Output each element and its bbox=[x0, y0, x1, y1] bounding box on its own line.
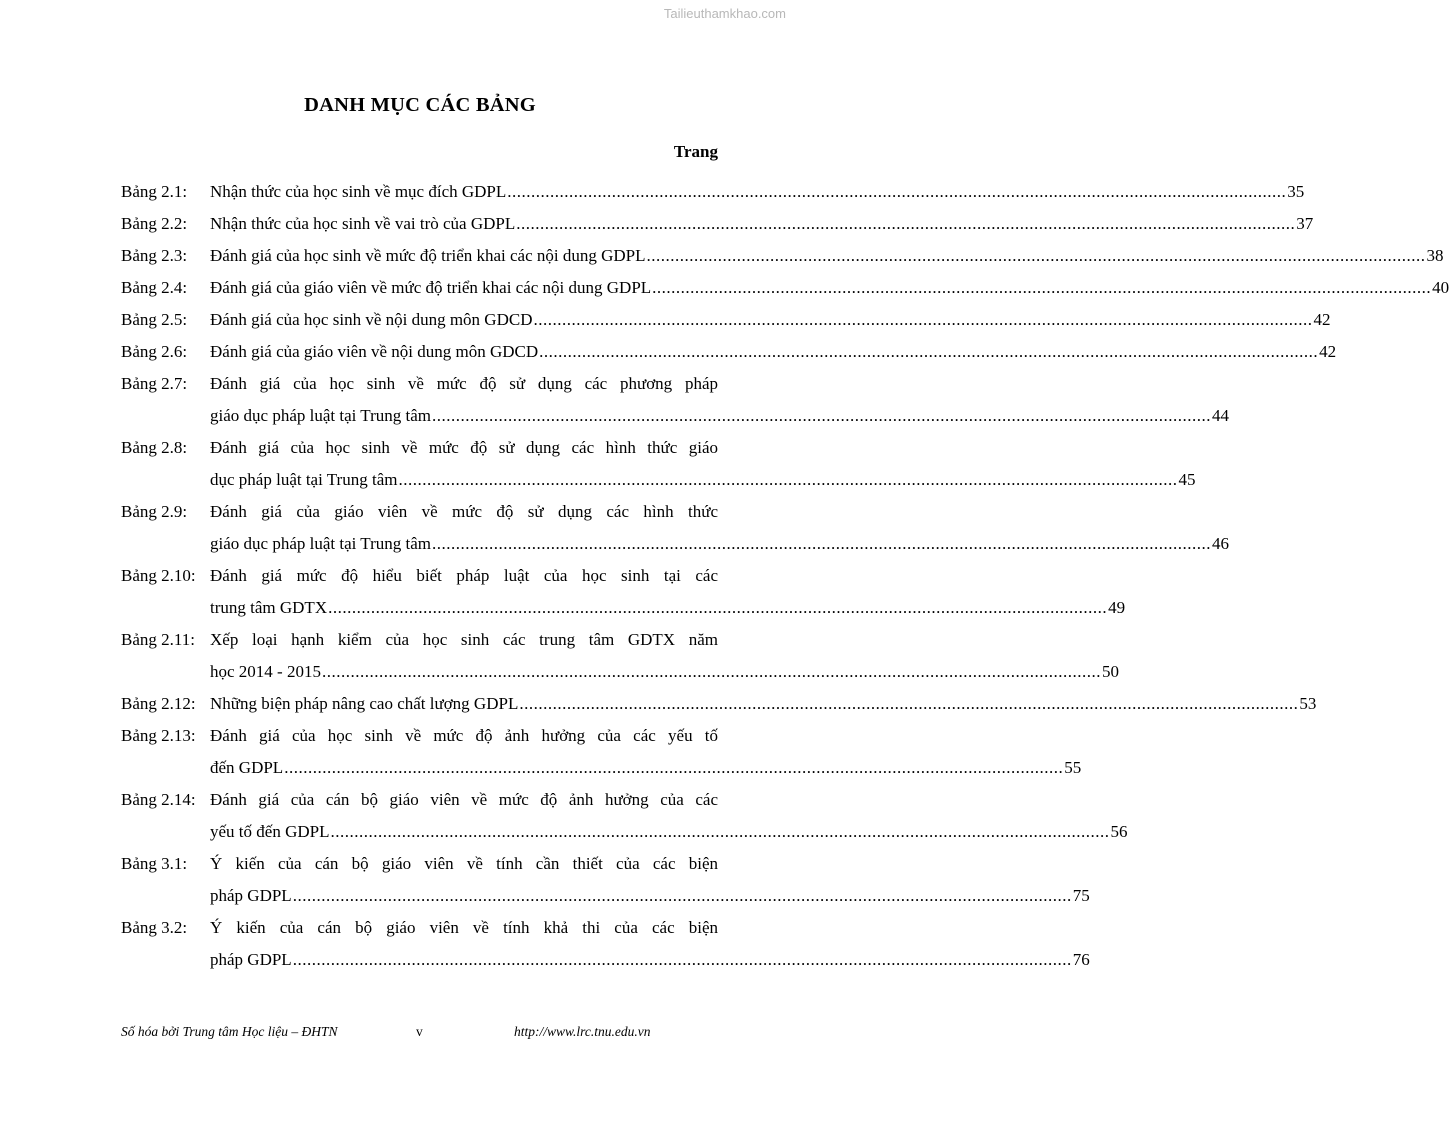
dot-leader: .................................................................................................................................................................... bbox=[431, 534, 1211, 553]
toc-entry-line bbox=[121, 816, 1128, 848]
toc-entry[interactable] bbox=[121, 368, 1229, 432]
page-number: 56 bbox=[1110, 822, 1128, 841]
toc-entry[interactable] bbox=[121, 624, 1119, 688]
table-label: Bảng 2.10: bbox=[121, 566, 196, 585]
toc-entry[interactable] bbox=[121, 848, 1090, 912]
dot-leader: .................................................................................................................................................................... bbox=[398, 470, 1178, 489]
table-label: Bảng 2.13: bbox=[121, 726, 196, 745]
table-label: Bảng 2.5: bbox=[121, 310, 188, 329]
toc-entry-line bbox=[121, 528, 1229, 560]
table-caption: Đánh giá của cán bộ giáo viên về mức độ ảnh hưởng của các bbox=[210, 790, 718, 809]
table-caption: Đánh giá của học sinh về mức độ sử dụng các hình thức giáo bbox=[210, 438, 718, 457]
dot-leader: .................................................................................................................................................................... bbox=[328, 598, 1108, 617]
dot-leader: .................................................................................................................................................................... bbox=[321, 662, 1101, 681]
table-label: Bảng 2.4: bbox=[121, 278, 188, 297]
page-number: 40 bbox=[1432, 278, 1449, 297]
table-caption: pháp GDPL bbox=[210, 886, 292, 905]
dot-leader: .................................................................................................................................................................... bbox=[646, 246, 1426, 265]
table-caption: giáo dục pháp luật tại Trung tâm bbox=[210, 534, 431, 553]
toc-entry-line bbox=[121, 464, 1196, 496]
table-label: Bảng 2.6: bbox=[121, 342, 188, 361]
page-title: DANH MỤC CÁC BẢNG bbox=[304, 94, 536, 116]
dot-leader: .................................................................................................................................................................... bbox=[507, 182, 1287, 201]
toc-entry-line bbox=[121, 624, 718, 656]
page-number: 42 bbox=[1319, 342, 1337, 361]
toc-entry[interactable] bbox=[121, 688, 1317, 720]
toc-entry-line bbox=[121, 432, 718, 464]
toc-entry[interactable] bbox=[121, 208, 1314, 240]
page-number: 38 bbox=[1426, 246, 1444, 265]
table-caption: pháp GDPL bbox=[210, 950, 292, 969]
page-number: 44 bbox=[1211, 406, 1229, 425]
page-number: 50 bbox=[1101, 662, 1119, 681]
toc-entry-line bbox=[121, 880, 1090, 912]
dot-leader: .................................................................................................................................................................... bbox=[519, 694, 1299, 713]
toc-entry-line bbox=[121, 784, 718, 816]
table-caption: Những biện pháp nâng cao chất lượng GDPL bbox=[210, 694, 519, 713]
table-label: Bảng 3.2: bbox=[121, 918, 188, 937]
toc-entry-line bbox=[121, 752, 1082, 784]
table-label: Bảng 2.11: bbox=[121, 630, 195, 649]
table-caption: Đánh giá của học sinh về nội dung môn GDCD bbox=[210, 310, 533, 329]
page-number: 46 bbox=[1211, 534, 1229, 553]
page-number: 55 bbox=[1064, 758, 1082, 777]
table-caption: Đánh giá của giáo viên về mức độ sử dụng các hình thức bbox=[210, 502, 718, 521]
table-list bbox=[121, 176, 1449, 976]
toc-entry-line bbox=[121, 496, 718, 528]
table-caption: Đánh giá của học sinh về mức độ sử dụng các phương pháp bbox=[210, 374, 718, 393]
footer-url: http://www.lrc.tnu.edu.vn bbox=[514, 1024, 651, 1039]
table-caption: Đánh giá của học sinh về mức độ triển khai các nội dung GDPL bbox=[210, 246, 646, 265]
toc-entry[interactable] bbox=[121, 912, 1090, 976]
toc-entry[interactable] bbox=[121, 176, 1305, 208]
table-caption: Đánh giá của giáo viên về mức độ triển khai các nội dung GDPL bbox=[210, 278, 652, 297]
table-caption: yếu tố đến GDPL bbox=[210, 822, 330, 841]
toc-entry-line bbox=[121, 720, 718, 752]
dot-leader: .................................................................................................................................................................... bbox=[292, 950, 1072, 969]
table-caption: Xếp loại hạnh kiểm của học sinh các trung tâm GDTX năm bbox=[210, 630, 718, 649]
toc-entry[interactable] bbox=[121, 432, 1196, 496]
table-label: Bảng 3.1: bbox=[121, 854, 188, 873]
dot-leader: .................................................................................................................................................................... bbox=[652, 278, 1432, 297]
toc-entry-line bbox=[121, 400, 1229, 432]
table-caption: giáo dục pháp luật tại Trung tâm bbox=[210, 406, 431, 425]
dot-leader: .................................................................................................................................................................... bbox=[516, 214, 1296, 233]
dot-leader: .................................................................................................................................................................... bbox=[330, 822, 1110, 841]
table-label: Bảng 2.8: bbox=[121, 438, 188, 457]
toc-entry-line bbox=[121, 272, 1449, 304]
page-number: 49 bbox=[1108, 598, 1126, 617]
table-label: Bảng 2.9: bbox=[121, 502, 188, 521]
page-number: 53 bbox=[1299, 694, 1317, 713]
footer-page-number: v bbox=[416, 1024, 423, 1039]
table-caption: trung tâm GDTX bbox=[210, 598, 328, 617]
dot-leader: .................................................................................................................................................................... bbox=[292, 886, 1072, 905]
table-caption: Ý kiến của cán bộ giáo viên về tính cần thiết của các biện bbox=[210, 854, 718, 873]
table-label: Bảng 2.14: bbox=[121, 790, 196, 809]
table-label: Bảng 2.12: bbox=[121, 694, 196, 713]
toc-entry-line bbox=[121, 368, 718, 400]
toc-entry-line bbox=[121, 176, 1305, 208]
toc-entry[interactable] bbox=[121, 304, 1331, 336]
toc-entry-line bbox=[121, 688, 1317, 720]
table-caption: Nhận thức của học sinh về mục đích GDPL bbox=[210, 182, 507, 201]
table-caption: đến GDPL bbox=[210, 758, 284, 777]
toc-entry-line bbox=[121, 240, 1444, 272]
footer-source: Số hóa bởi Trung tâm Học liệu – ĐHTN bbox=[121, 1024, 338, 1039]
toc-entry-line bbox=[121, 592, 1126, 624]
toc-entry[interactable] bbox=[121, 240, 1444, 272]
toc-entry-line bbox=[121, 912, 718, 944]
table-caption: dục pháp luật tại Trung tâm bbox=[210, 470, 398, 489]
dot-leader: .................................................................................................................................................................... bbox=[431, 406, 1211, 425]
toc-entry[interactable] bbox=[121, 784, 1128, 848]
toc-entry[interactable] bbox=[121, 560, 1126, 624]
toc-entry[interactable] bbox=[121, 272, 1449, 304]
toc-entry-line bbox=[121, 944, 1090, 976]
table-caption: Đánh giá của học sinh về mức độ ảnh hưởng của các yếu tố bbox=[210, 726, 718, 745]
table-label: Bảng 2.1: bbox=[121, 182, 188, 201]
table-caption: Ý kiến của cán bộ giáo viên về tính khả thi của các biện bbox=[210, 918, 718, 937]
toc-entry[interactable] bbox=[121, 720, 1082, 784]
toc-entry[interactable] bbox=[121, 336, 1337, 368]
table-caption: học 2014 - 2015 bbox=[210, 662, 321, 681]
table-label: Bảng 2.7: bbox=[121, 374, 188, 393]
page-number: 75 bbox=[1072, 886, 1090, 905]
toc-entry-line bbox=[121, 848, 718, 880]
dot-leader: .................................................................................................................................................................... bbox=[539, 342, 1319, 361]
toc-entry[interactable] bbox=[121, 496, 1229, 560]
toc-entry-line bbox=[121, 304, 1331, 336]
table-label: Bảng 2.2: bbox=[121, 214, 188, 233]
page-number: 37 bbox=[1296, 214, 1314, 233]
dot-leader: .................................................................................................................................................................... bbox=[284, 758, 1064, 777]
table-label: Bảng 2.3: bbox=[121, 246, 188, 265]
toc-entry-line bbox=[121, 208, 1314, 240]
table-caption: Nhận thức của học sinh về vai trò của GDPL bbox=[210, 214, 516, 233]
page-number: 35 bbox=[1287, 182, 1305, 201]
watermark-text: Tailieuthamkhao.com bbox=[663, 6, 786, 21]
toc-entry-line bbox=[121, 336, 1337, 368]
table-caption: Đánh giá mức độ hiểu biết pháp luật của học sinh tại các bbox=[210, 566, 718, 585]
toc-entry-line bbox=[121, 656, 1119, 688]
page-number: 42 bbox=[1313, 310, 1331, 329]
page-number: 45 bbox=[1178, 470, 1196, 489]
page-column-header: Trang bbox=[673, 142, 718, 161]
page-number: 76 bbox=[1072, 950, 1090, 969]
table-caption: Đánh giá của giáo viên về nội dung môn GDCD bbox=[210, 342, 539, 361]
dot-leader: .................................................................................................................................................................... bbox=[533, 310, 1313, 329]
toc-entry-line bbox=[121, 560, 718, 592]
